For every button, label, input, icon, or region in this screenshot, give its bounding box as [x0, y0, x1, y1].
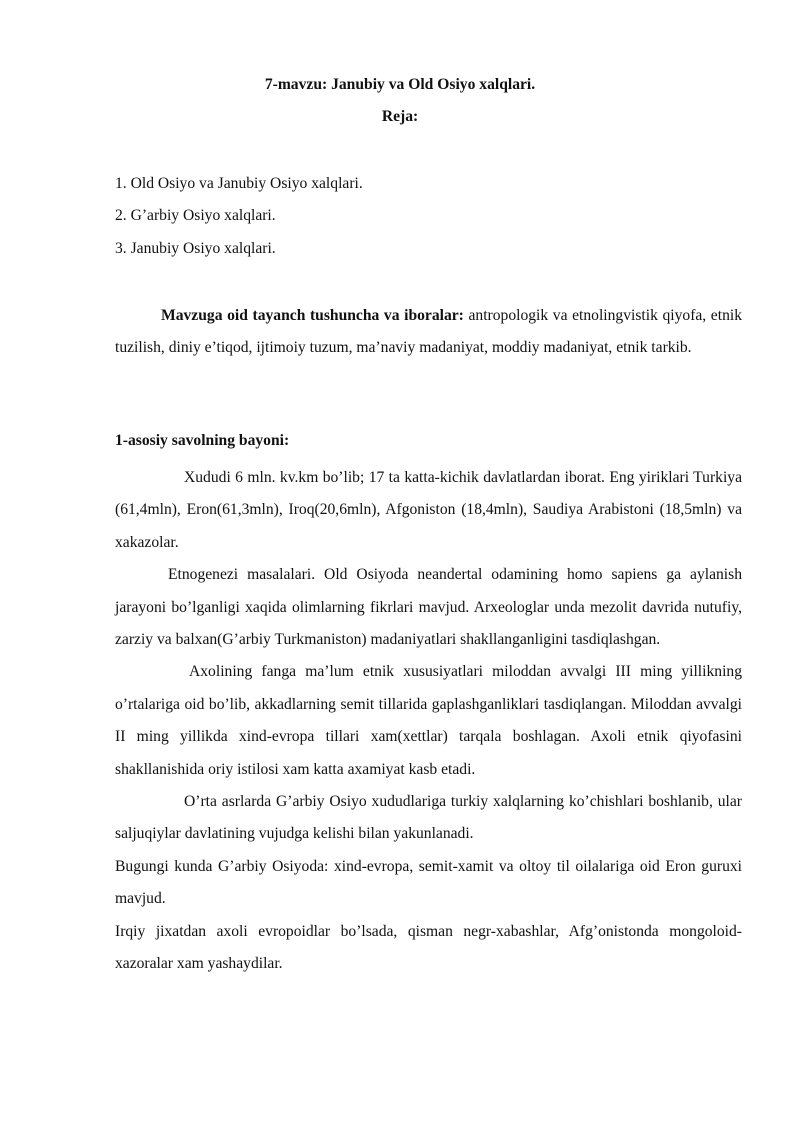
document-title: 7-mavzu: Janubiy va Old Osiyo xalqlari. — [264, 76, 536, 93]
body-paragraph-4: O’rta asrlarda G’arbiy Osiyo xududlariga turkiy xalqlarning ko’chishlari boshlanib, ular saljuqiylar davlatining vujudga kelishi bilan yakunlanadi. — [115, 793, 742, 843]
body-paragraph-5: Bugungi kunda G’arbiy Osiyoda: xind-evropa, semit-xamit va oltoy til oilalariga oid Eron guruxi mavjud. — [115, 857, 742, 908]
plan-item-2: 2. G’arbiy Osiyo xalqlari. — [115, 207, 276, 224]
body-paragraph-1: Xududi 6 mln. kv.km bo’lib; 17 ta katta-kichik davlatlardan iborat. Eng yiriklari Turkiya (61,4mln), Eron(61,3mln), Iroq(20,6mln), Afgoniston (18,4mln), Saudiya Arabistoni (18,5mln) va xakazolar. — [115, 469, 742, 551]
body-paragraph-3: Axolining fanga ma’lum etnik xususiyatlari miloddan avvalgi III ming yillikning o’rtalariga oid bo’lib, akkadlarning semit tillarida gaplashganliklari tasdiqlangan. Miloddan avvalgi II ming yillikda xind-evropa tillari xam(xettlar) tarqala boshlagan. Axoli etnik qiyofasini shakllanishida oriy istilosi xam katta axamiyat kasb etadi. — [115, 663, 742, 778]
keywords-text: antropologik va etnolingvistik qiyofa, etnik tuzilish, diniy e’tiqod, ijtimoiy tuzum, ma’naviy madaniyat, moddiy madaniyat, etnik tarkib. — [115, 307, 742, 357]
body-paragraph-2: Etnogenezi masalalari. Old Osiyoda neandertal odamining homo sapiens ga aylanish jarayoni bo’lganligi xaqida olimlarning fikrlari mavjud. Arxeologlar unda mezolit davrida nutufiy, zarziy va balxan(G’arbiy Turkmaniston) madaniyatlari shakllanganligini tasdiqlashgan. — [115, 566, 742, 649]
section-body — [115, 462, 742, 981]
keywords-label: Mavzuga oid tayanch tushuncha va iboralar: — [161, 307, 464, 324]
plan-item-1: 1. Old Osiyo va Janubiy Osiyo xalqlari. — [115, 175, 363, 192]
section-heading: 1-asosiy savolning bayoni: — [115, 432, 290, 449]
keywords-paragraph — [115, 300, 742, 365]
plan-heading: Reja: — [381, 108, 419, 125]
plan-item-3: 3. Janubiy Osiyo xalqlari. — [115, 240, 276, 257]
body-paragraph-6: Irqiy jixatdan axoli evropoidlar bo’lsada, qisman negr-xabashlar, Afg’onistonda mongoloid-xazoralar xam yashaydilar. — [115, 922, 742, 973]
